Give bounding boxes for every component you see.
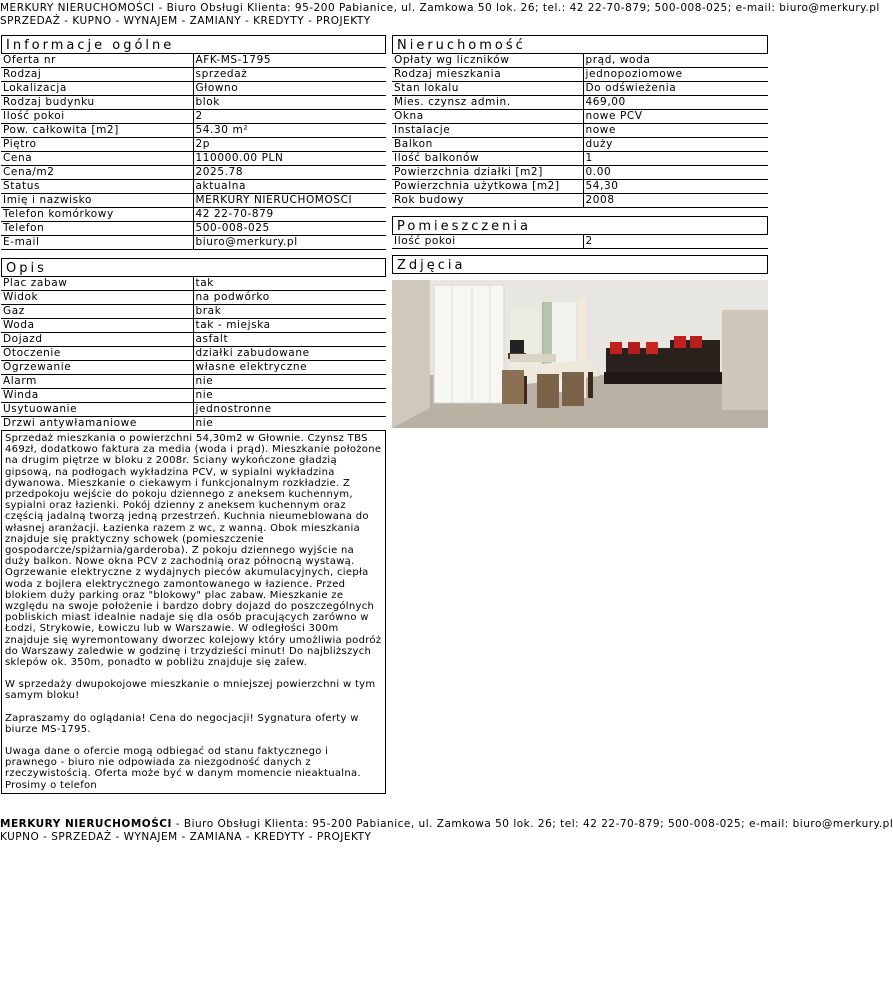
row-label: Balkon [392, 138, 583, 152]
row-label: Alarm [1, 375, 193, 389]
table-row [1, 333, 386, 347]
row-value: 42 22-70-879 [193, 208, 386, 222]
row-label: Ogrzewanie [1, 361, 193, 375]
table-row [1, 54, 386, 68]
row-value: 1 [583, 152, 768, 166]
row-value: biuro@merkury.pl [193, 236, 386, 250]
table-row [1, 194, 386, 208]
table-row [392, 54, 768, 68]
table-row [392, 235, 768, 249]
table-row [1, 82, 386, 96]
row-value: 469,00 [583, 96, 768, 110]
row-value: 500-008-025 [193, 222, 386, 236]
row-value: nowe [583, 124, 768, 138]
row-value: 2 [583, 235, 768, 249]
footer-contact: - Biuro Obsługi Klienta: 95-200 Pabianice, ul. Zamkowa 50 lok. 26; tel: 42 22-70-879; 500-008-025; e-mail: biuro@merkury.pl [171, 818, 893, 830]
row-value: jednostronne [193, 403, 386, 417]
row-value: sprzedaż [193, 68, 386, 82]
row-value: jednopoziomowe [583, 68, 768, 82]
right-column [392, 35, 768, 428]
table-row [1, 291, 386, 305]
row-value: nie [193, 417, 386, 431]
table-row [1, 417, 386, 431]
row-label: Powierzchnia użytkowa [m2] [392, 180, 583, 194]
row-value: 110000.00 PLN [193, 152, 386, 166]
footer-services: KUPNO - SPRZEDAŻ - WYNAJEM - ZAMIANA - KREDYTY - PROJEKTY [0, 831, 372, 843]
opis-table [1, 277, 386, 431]
table-row [392, 124, 768, 138]
row-value: własne elektryczne [193, 361, 386, 375]
row-label: Cena/m2 [1, 166, 193, 180]
row-value: blok [193, 96, 386, 110]
table-row [392, 194, 768, 208]
row-label: Mies. czynsz admin. [392, 96, 583, 110]
row-label: Gaz [1, 305, 193, 319]
table-row [392, 152, 768, 166]
description-paragraph: Zapraszamy do oglądania! Cena do negocjacji! Sygnatura oferty w biurze MS-1795. [5, 712, 359, 735]
row-value: 54,30 [583, 180, 768, 194]
footer-brand: MERKURY NIERUCHOMOŚCI [0, 818, 172, 830]
table-row [1, 375, 386, 389]
page-header [0, 2, 880, 28]
row-value: AFK-MS-1795 [193, 54, 386, 68]
row-label: Winda [1, 389, 193, 403]
row-value: 0.00 [583, 166, 768, 180]
row-value: MERKURY NIERUCHOMOŚCI [193, 194, 386, 208]
table-row [1, 222, 386, 236]
row-label: Ilość balkonów [392, 152, 583, 166]
row-label: Otoczenie [1, 347, 193, 361]
row-label: Opłaty wg liczników [392, 54, 583, 68]
header-contact: MERKURY NIERUCHOMOŚCI - Biuro Obsługi Klienta: 95-200 Pabianice, ul. Zamkowa 50 lok. 26; tel.: 42 22-70-879; 500-008-025; e-mail: biuro@merkury.pl [0, 2, 880, 14]
page-footer [0, 818, 893, 844]
row-label: Piętro [1, 138, 193, 152]
section-title-general: Informacje ogólne [1, 35, 386, 54]
row-label: Telefon komórkowy [1, 208, 193, 222]
row-value: 2008 [583, 194, 768, 208]
table-row [1, 68, 386, 82]
row-value: 2025.78 [193, 166, 386, 180]
row-label: Lokalizacja [1, 82, 193, 96]
row-label: Oferta nr [1, 54, 193, 68]
row-value: nie [193, 375, 386, 389]
row-value: 2 [193, 110, 386, 124]
row-value: Głowno [193, 82, 386, 96]
table-row [1, 166, 386, 180]
table-row [392, 138, 768, 152]
table-row [1, 96, 386, 110]
property-photo[interactable] [392, 280, 768, 428]
section-title-property: Nieruchomość [392, 35, 768, 54]
row-value: 54.30 m² [193, 124, 386, 138]
table-row [392, 180, 768, 194]
description-paragraph: Uwaga dane o ofercie mogą odbiegać od stanu faktycznego i prawnego - biuro nie odpowiada za niezgodność danych z rzeczywistością. Oferta może być w danym momencie nieaktualna. Prosimy o telefon [5, 746, 361, 791]
section-title-photos: Zdjęcia [392, 255, 768, 274]
row-label: Powierzchnia działki [m2] [392, 166, 583, 180]
row-label: Status [1, 180, 193, 194]
row-value: asfalt [193, 333, 386, 347]
row-value: aktualna [193, 180, 386, 194]
row-value: nie [193, 389, 386, 403]
table-row [1, 277, 386, 291]
table-row [1, 180, 386, 194]
row-label: Pow. całkowita [m2] [1, 124, 193, 138]
row-label: Ilość pokoi [1, 110, 193, 124]
left-column [1, 35, 386, 794]
row-value: tak - miejska [193, 319, 386, 333]
row-value: Do odświeżenia [583, 82, 768, 96]
description-paragraph: W sprzedaży dwupokojowe mieszkanie o mniejszej powierzchni w tym samym bloku! [5, 679, 376, 702]
table-row [392, 110, 768, 124]
row-value: nowe PCV [583, 110, 768, 124]
section-title-rooms: Pomieszczenia [392, 216, 768, 235]
row-label: Stan lokalu [392, 82, 583, 96]
row-value: duży [583, 138, 768, 152]
row-label: Woda [1, 319, 193, 333]
row-value: brak [193, 305, 386, 319]
table-row [1, 208, 386, 222]
row-label: Instalacje [392, 124, 583, 138]
row-value: działki zabudowane [193, 347, 386, 361]
row-value: prąd, woda [583, 54, 768, 68]
row-label: Telefon [1, 222, 193, 236]
row-label: Imię i nazwisko [1, 194, 193, 208]
rooms-table [392, 235, 768, 249]
table-row [1, 305, 386, 319]
row-label: Widok [1, 291, 193, 305]
living-room-photo-icon [392, 280, 768, 428]
section-title-opis: Opis [1, 258, 386, 277]
description [1, 431, 386, 794]
row-label: Usytuowanie [1, 403, 193, 417]
row-label: Drzwi antywłamaniowe [1, 417, 193, 431]
header-services: SPRZEDAŻ - KUPNO - WYNAJEM - ZAMIANY - KREDYTY - PROJEKTY [0, 15, 371, 27]
row-label: Dojazd [1, 333, 193, 347]
table-row [1, 361, 386, 375]
table-row [1, 152, 386, 166]
row-label: Rodzaj budynku [1, 96, 193, 110]
table-row [1, 347, 386, 361]
table-row [392, 96, 768, 110]
row-label: Rok budowy [392, 194, 583, 208]
general-table [1, 54, 386, 250]
table-row [392, 82, 768, 96]
row-label: Plac zabaw [1, 277, 193, 291]
row-label: Okna [392, 110, 583, 124]
row-value: na podwórko [193, 291, 386, 305]
row-label: Rodzaj [1, 68, 193, 82]
table-row [1, 236, 386, 250]
table-row [1, 124, 386, 138]
table-row [1, 389, 386, 403]
table-row [392, 166, 768, 180]
property-table [392, 54, 768, 208]
table-row [1, 319, 386, 333]
table-row [1, 403, 386, 417]
row-label: E-mail [1, 236, 193, 250]
row-label: Rodzaj mieszkania [392, 68, 583, 82]
row-label: Cena [1, 152, 193, 166]
description-paragraph: Sprzedaż mieszkania o powierzchni 54,30m2 w Głownie. Czynsz TBS 469zł, dodatkowo faktura za media (woda i prąd). Mieszkanie położone na drugim piętrze w bloku z 2008r. Ściany wykończone gładzią gipsową, na podłogach wykładzina PCV, w sypialni wykładzina dywanowa. Mieszkanie o ciekawym i funkcjonalnym rozkładzie. Z przedpokoju wejście do pokoju dziennego z aneksem kuchennym, sypialni oraz łazienki. Pokój dzienny z aneksem kuchennym oraz częścią jadalną tworzą jedną przestrzeń. Kuchnia nieumeblowana do własnej aranżacji. Łazienka razem z wc, z wanną. Obok mieszkania znajduje się praktyczny schowek (pomieszczenie gospodarcze/spiżarnia/garderoba). Z pokoju dziennego wyjście na duży balkon. Nowe okna PCV z zachodnią oraz północną wystawą. Ogrzewanie elektryczne z wydajnych pieców akumulacyjnych, ciepła woda z bojlera elektrycznego zamontowanego w łazience. Przed blokiem duży parking oraz "blokowy" plac zabaw. Mieszkanie ze względu na swoje położenie i bardzo dobry dojazd do poszczególnych pobliskich miast idealnie nadaje się dla osób pracujących zarówno w Łodzi, Strykowie, Łowiczu lub w Warszawie. W odległości 300m znajduje się wyremontowany dworzec kolejowy który umożliwia podróż do Warszawy zaledwie w godzinę i trzydzieści minut! Do najbliższych sklepów ok. 350m, ponadto w pobliżu znajduje się zalew. [5, 433, 382, 669]
row-value: 2p [193, 138, 386, 152]
table-row [1, 110, 386, 124]
row-value: tak [193, 277, 386, 291]
table-row [1, 138, 386, 152]
row-label: Ilość pokoi [392, 235, 583, 249]
table-row [392, 68, 768, 82]
